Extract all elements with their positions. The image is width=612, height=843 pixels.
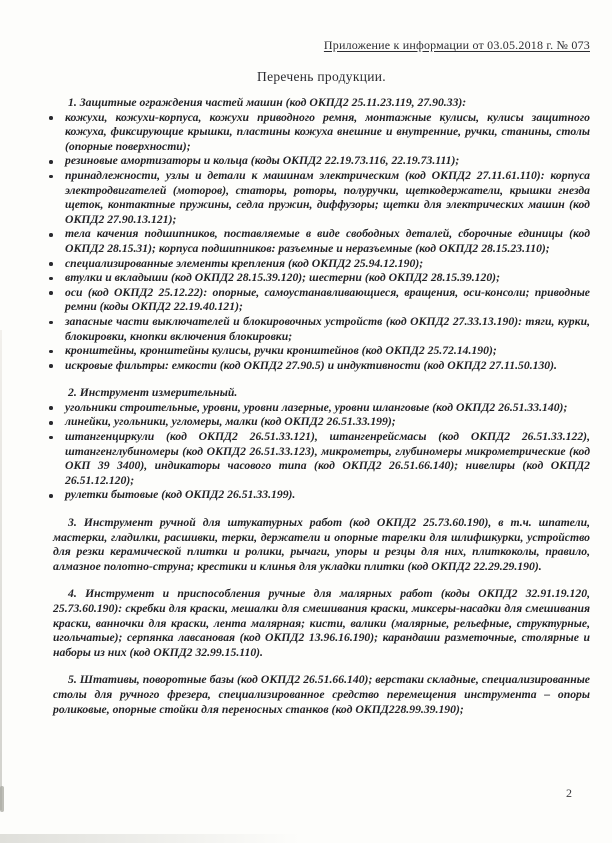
bullet-item: рулетки бытовые (код ОКПД2 26.51.33.199). <box>53 488 590 503</box>
bullet-item: искровые фильтры: емкости (код ОКПД2 27.90.5) и индуктивности (код ОКПД2 27.11.50.130). <box>53 359 590 374</box>
bullet-item: принадлежности, узлы и детали к машинам электрическим (код ОКПД2 27.11.61.110): корпуса электродвигателей (моторов), статоры, роторы, полуручки, щеткодержатели, крышки гнезда щеток, контактные пружины, седла пружин, диффузоры; щетки для электрических машин (код ОКПД2 27.90.13.121); <box>53 169 590 227</box>
bullet-item: резиновые амортизаторы и кольца (коды ОКПД2 22.19.73.116, 22.19.73.111); <box>53 154 590 169</box>
bullet-item: кожухи, кожухи-корпуса, кожухи приводного ремня, монтажные кулисы, кулисы защитного кожуха, фиксирующие крышки, пластины кожуха внешние и внутренние, ручки, станины, столы (опорные поверхности); <box>53 111 590 155</box>
section-heading: 2. Инструмент измерительный. <box>68 386 238 400</box>
section-heading: 5. Штативы, поворотные базы (код ОКПД2 26.51.66.140); верстаки складные, специализированные столы для ручного фрезера, специализированное средство перемещения инструмента – опоры роликовые, опорные стойки для переносных станков (код ОКПД228.99.39.190); <box>53 673 590 716</box>
bullet-list <box>53 401 590 503</box>
bullet-item: штангенциркули (код ОКПД2 26.51.33.121), штангенрейсмасы (код ОКПД2 26.51.33.122), штангенглубиномеры (код ОКПД2 26.51.33.123), микрометры, глубиномеры микрометрические (код ОКП 39 3400), индикаторы часового типа (код ОКПД2 26.51.66.140); нивелиры (код ОКПД2 26.51.12.120); <box>53 430 590 488</box>
bullet-item: тела качения подшипников, поставляемые в виде свободных деталей, сборочные единицы (код ОКПД2 28.15.31); корпуса подшипников: разъемные и неразъемные (код ОКПД2 28.15.23.110); <box>53 227 590 256</box>
bullet-item: запасные части выключателей и блокировочных устройств (код ОКПД2 27.33.13.190): тяги, курки, блокировки, кнопки включения блокировки; <box>53 315 590 344</box>
section <box>53 96 590 373</box>
bullet-item: специализированные элементы крепления (код ОКПД2 25.94.12.190); <box>53 257 590 272</box>
document-sections <box>53 96 590 717</box>
section <box>53 673 590 717</box>
document-title: Перечень продукции. <box>257 69 386 84</box>
scan-artifact-bottom-band <box>0 834 300 843</box>
bullet-item: угольники строительные, уровни, уровни лазерные, уровни шланговые (код ОКПД2 26.51.33.140); <box>53 401 590 416</box>
section <box>53 386 590 503</box>
bullet-item: втулки и вкладыши (код ОКПД2 28.15.39.120); шестерни (код ОКПД2 28.15.39.120); <box>53 271 590 286</box>
section-heading: 3. Инструмент ручной для штукатурных работ (код ОКПД2 25.73.60.190), в т.ч. шпатели, мастерки, гладилки, расшивки, терки, держатели и опорные тарелки для шлифшкурки, устройство для резки керамической плитки и ролики, рычаги, упоры и резцы для них, плиткоколы, правило, алмазное полотно-струна; крестики и клинья для укладки плитки (код ОКПД2 22.29.29.190). <box>53 516 590 573</box>
bullet-item: оси (код ОКПД2 25.12.22): опорные, самоустанавливающиеся, вращения, оси-консоли; приводные ремни (коды ОКПД2 22.19.40.121); <box>53 286 590 315</box>
scan-artifact-left-edge <box>0 330 2 810</box>
section-heading: 4. Инструмент и приспособления ручные для малярных работ (коды ОКПД2 32.91.19.120, 25.73.60.190): скребки для краски, мешалки для смешивания краски, миксеры-насадки для смешивания краски, ванночки для краски, лента малярная; кисти, валики (малярные, рельефные, структурные, игольчатые); серпянка лавсановая (код ОКПД2 13.96.16.190); карандаши разметочные, столярные и наборы из них (код ОКПД2 32.99.15.110). <box>53 587 590 659</box>
scan-artifact-left-mark <box>0 786 4 812</box>
section <box>53 516 590 574</box>
bullet-list <box>53 111 590 374</box>
page-number: 2 <box>566 786 572 800</box>
section <box>53 587 590 660</box>
bullet-item: линейки, угольники, угломеры, малки (код ОКПД2 26.51.33.199); <box>53 415 590 430</box>
section-heading: 1. Защитные ограждения частей машин (код ОКПД2 25.11.23.119, 27.90.33): <box>68 96 467 109</box>
header-reference: Приложение к информации от 03.05.2018 г. № 073 <box>323 38 590 52</box>
bullet-item: кронштейны, кронштейны кулисы, ручки кронштейнов (код ОКПД2 25.72.14.190); <box>53 344 590 359</box>
